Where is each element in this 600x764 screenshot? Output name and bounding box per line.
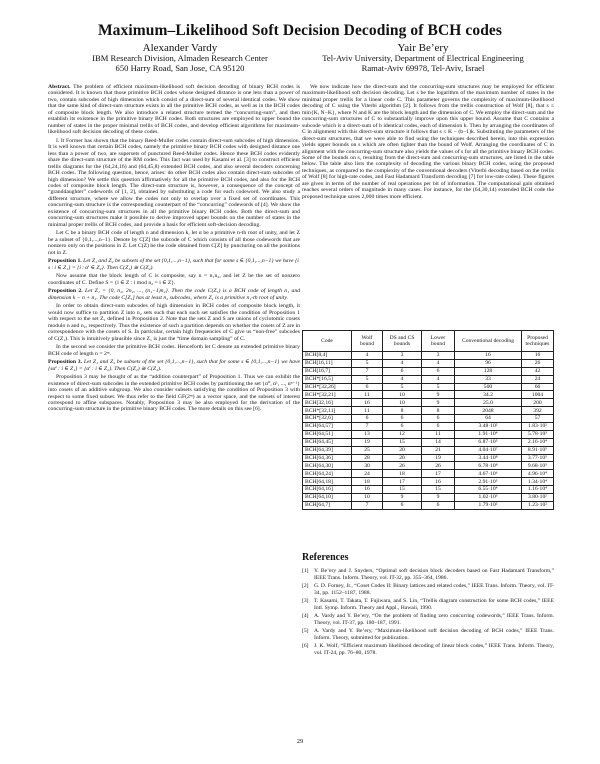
- table-cell: 5.78·10³: [522, 430, 554, 438]
- author-name: Alexander Vardy: [142, 42, 218, 54]
- table-cell: 9: [422, 391, 455, 399]
- table-cell: 18: [352, 478, 383, 486]
- author-left: [60, 44, 300, 73]
- table-cell: 1.02·10³: [455, 494, 522, 502]
- references-list: [302, 568, 554, 658]
- table-cell: 128: [455, 367, 522, 375]
- table-cell: BCH[64,39]: [303, 446, 352, 454]
- table-row: [303, 375, 554, 383]
- table-cell: 2.91·10⁵: [455, 478, 522, 486]
- table-cell: 6: [383, 501, 422, 509]
- reference-number: [5]: [302, 628, 309, 634]
- table-cell: 8.91·10⁵: [522, 446, 554, 454]
- table-cell: 17: [422, 470, 455, 478]
- table-cell: 96: [455, 359, 522, 367]
- table-body: [303, 352, 554, 510]
- col-header-ds-cs: DS and CS bounds: [383, 331, 422, 352]
- left-column: [48, 84, 300, 415]
- table-cell: 6.55·10⁴: [455, 486, 522, 494]
- reference-text: J. K. Wolf, “Efficient maximum likelihood decoding of linear block codes,” IEEE Trans. Inform. Theory, vol. IT-24, pp. 76–80, 1978.: [314, 643, 554, 656]
- table-cell: BCH*[32,6]: [303, 415, 352, 423]
- paper-title: Maximum–Likelihood Soft Decision Decoding of BCH codes: [97, 22, 503, 39]
- table-cell: 15: [422, 486, 455, 494]
- table-cell: 19: [422, 454, 455, 462]
- table-cell: 4.96·10⁴: [522, 470, 554, 478]
- table-row: [303, 454, 554, 462]
- table-row: [303, 462, 554, 470]
- table-cell: 25.0: [455, 399, 522, 407]
- proposition-text: Let Z₁ and Z₂ be subsets of the set {0,1,...,n−1}, such that for some s ∈ {0,1,...,n−1} we have {i s : i ∈ Z₁} = {i : αⁱ ∈ Z₂}. Then C(Z₁) ≅ C(Z₂).: [48, 258, 300, 271]
- table-cell: 6: [422, 423, 455, 431]
- table-cell: 7: [352, 367, 383, 375]
- table-cell: 1.91·10⁴: [455, 430, 522, 438]
- table-cell: 3: [383, 352, 422, 360]
- proposition-text: Let Z₁ = {0, n₂, 2n₂, ..., (n₁−1)n₂}. Then the code C(Z₁) is a BCH code of length n₁ and dimension k − n + n₁. The code C[Z₁] has at least n₂ subcodes, where Z₁ is a primitive n₁-th root of unity.: [48, 288, 301, 301]
- reference-item: [302, 568, 554, 581]
- reference-item: [302, 628, 554, 641]
- table-cell: 6: [422, 367, 455, 375]
- table-cell: 3.80·10²: [522, 494, 554, 502]
- complexity-table: [302, 330, 554, 510]
- col-header-wolf: Wolf bound: [352, 331, 383, 352]
- reference-number: [6]: [302, 643, 309, 649]
- reference-item: [302, 583, 554, 596]
- abstract: [48, 84, 300, 136]
- table-cell: 2.16·10⁴: [522, 438, 554, 446]
- table-cell: 7: [352, 423, 383, 431]
- table-cell: BCH[64,24]: [303, 470, 352, 478]
- table-cell: BCH*[32,26]: [303, 383, 352, 391]
- author-affiliation: Tel-Aviv University, Department of Electrical Engineering: [322, 53, 524, 64]
- proposition-label: Proposition 1.: [48, 258, 82, 265]
- reference-number: [4]: [302, 613, 309, 619]
- author-address: Ramat-Aviv 69978, Tel-Aviv, Israel: [361, 62, 485, 73]
- table-cell: 6: [422, 501, 455, 509]
- table-cell: 10: [383, 399, 422, 407]
- table-cell: BCH[16,7]: [303, 367, 352, 375]
- table-cell: 4: [422, 359, 455, 367]
- table-cell: 16: [352, 486, 383, 494]
- table-cell: 26: [522, 359, 554, 367]
- table-row: [303, 391, 554, 399]
- paragraph: In order to obtain direct-sum subcodes of high dimension in BCH codes of composite block length, it would now suffice to partition Z into n₂ sets such that each such set satisfies the condition of Proposition 1 with respect to the set Z₁ defined in Proposition 2. Note that the sets Z and S are unions of cyclotomic cosets modulo n and n₂, respectively. Thus the existence of such a partition depends on whether the cosets of Z are in correspondence with the cosets of S. In particular, certain high frequencies of C give us “non-free” subcodes of C(Z₁). This is intuitively plausible since Z₁ is just the “time domain sampling” of C.: [48, 303, 300, 342]
- table-cell: 30: [352, 462, 383, 470]
- table-cell: BCH[64,45]: [303, 438, 352, 446]
- table-cell: 5: [352, 375, 383, 383]
- table-cell: 12: [383, 430, 422, 438]
- paragraph: We now indicate how the direct-sum and the concurring-sum structures may be employed for efficient maximum-likelihood soft decision decoding. Let s be the logarithm of the maximum number of states in the minimal proper trellis for a linear code C. This parameter governs the complexity of maximum-likelihood decoding of C using the Viterbi algorithm [2]. It follows from the trellis construction of Wolf [8], that s ≤ min{K, N−K}, where N and K are the block length and the dimension of C. We employ the direct-sum and the concurring-sum structures of C to substantially improve upon this upper bound. Assume that C contains a subcode which is a direct-sum of b identical codes, each of dimension k. Then by arranging the coordinates of C in alignment with this direct-sum structure it follows that s ≤ K − (b−1)k. Substituting the parameters of the direct-sum structures, that we were able to find using the techniques described herein, into this expression yields upper bounds on s which are often tighter than the bound of Wolf. Arranging the coordinates of C in alignment with the concurring-sum structure also yields the values of s for all the primitive binary BCH codes. Some of the bounds on s, resulting from the direct-sum and concurring-sum structures, are listed in the table below. The table also lists the complexity of decoding the various binary BCH codes, using the proposed techniques, as compared to the complexity of the conventional decoders (Viterbi decoding based on the trellis of Wolf [8] for high-rate codes, and Fast Hadamard Transform decoding [7] for low-rate codes). These figures are given in terms of the number of real operations per bit of information. The computational gain obtained reaches several orders of magnitude in many cases. For instance, for the (64,30,14) extended BCH code the proposed technique saves 2,000 times more efficient.: [302, 84, 554, 200]
- table-cell: 500: [455, 383, 522, 391]
- table-row: [303, 415, 554, 423]
- table-row: [303, 407, 554, 415]
- table-cell: 9: [422, 399, 455, 407]
- table-cell: 3.77·10⁵: [522, 454, 554, 462]
- reference-text: G. D. Forney, Jr., “Coset Codes II: Binary lattices and related codes,” IEEE Trans. Inform. Theory, vol. IT-34, pp. 1152–1187, 1988.: [314, 583, 554, 596]
- table-cell: 4: [383, 359, 422, 367]
- proposition-2: [48, 288, 300, 301]
- table-cell: 9.68·10⁵: [522, 462, 554, 470]
- table-cell: 10: [383, 391, 422, 399]
- table-cell: 28: [352, 454, 383, 462]
- abstract-label: Abstract.: [48, 84, 71, 90]
- table-cell: 15: [383, 438, 422, 446]
- table-cell: 16: [352, 399, 383, 407]
- table-cell: 6: [383, 423, 422, 431]
- reference-text: Y. Be’ery and J. Snyders, “Optimal soft decision block decoders based on Fast Hadamard Transform,” IEEE Trans. Inform. Theory, vol. IT-32, pp. 355–364, 1986.: [314, 568, 554, 581]
- table-cell: 15: [383, 486, 422, 494]
- reference-item: [302, 598, 554, 611]
- table-cell: 4: [383, 375, 422, 383]
- table-cell: 26: [422, 462, 455, 470]
- table-cell: BCH[8,4]: [303, 352, 352, 360]
- table-cell: 5: [352, 359, 383, 367]
- table-cell: 6.78·10⁸: [455, 462, 522, 470]
- col-header-proposed: Proposed techniques: [522, 331, 554, 352]
- author-right: [303, 44, 543, 73]
- table-cell: 20: [383, 446, 422, 454]
- right-column: [302, 84, 554, 202]
- reference-number: [2]: [302, 583, 309, 589]
- col-header-conventional: Conventional decoding: [455, 331, 522, 352]
- paragraph: Now assume that the block length of C is composite, say n = n₁n₂, and let Z be the set of nonzero coordinates of C. Define S = {i ∈ Z : i mod n₂ = i ∈ Z}.: [48, 273, 300, 286]
- table-cell: 9: [383, 494, 422, 502]
- table-cell: BCH[64,30]: [303, 462, 352, 470]
- table-cell: BCH[64,16]: [303, 486, 352, 494]
- table-cell: 3.44·10⁸: [455, 454, 522, 462]
- table-cell: 24: [522, 375, 554, 383]
- reference-text: A. Vardy and Y. Be’ery, “Maximum-likelihood soft decision decoding of BCH codes,” IEEE Trans. Inform. Theory, submitted for publication.: [314, 628, 554, 641]
- table-cell: 11: [352, 407, 383, 415]
- references-heading: References: [302, 552, 349, 563]
- table-cell: 6: [383, 415, 422, 423]
- table-cell: 19: [352, 438, 383, 446]
- table-cell: 21: [422, 446, 455, 454]
- paragraph: Let C be a binary BCH code of length n and dimension k, let α be a primitive n-th root of unity, and let Z be a subset of {0,1,...,n−1}. Denote by C[Z] the subcode of C which consists of all those codewords that are nonzero only on the positions in Z. Let C(Z) be the code obtained from C[Z] by puncturing on all the positions not in Z.: [48, 230, 300, 256]
- proposition-1: [48, 258, 300, 271]
- table-cell: 1.34·10⁴: [522, 478, 554, 486]
- reference-number: [1]: [302, 568, 309, 574]
- table-cell: BCH[64,7]: [303, 501, 352, 509]
- table-cell: 8: [422, 407, 455, 415]
- page-number: 29: [296, 738, 304, 745]
- table-cell: 13: [352, 430, 383, 438]
- table-row: [303, 423, 554, 431]
- paragraph: I. It Former has shown that the binary Reed-Muller codes contain direct-sum subcodes of high dimension. It is well known that certain BCH codes, namely the primitive binary BCH codes with designed distance one less than a power of two, are supersets of punctured Reed-Muller codes. Hence these BCH codes evidently share the direct-sum structure of the RM codes. This fact was used by Kasami et al. [3] to construct efficient trellis diagrams for the (64,24,16) and (64,45,8) extended BCH codes, and also several decoders concerning BCH codes. The following question, hence, arises: do other BCH codes also contain direct-sum subcodes of high dimension? We settle this question affirmatively for all the primitive BCH codes, and also for the BCH codes of composite block length. The direct-sum structure is, however, a consequence of the concept of “granddaughter” codewords of [1, 2], obtained by substituting a code for each codeword. We also study a different structure, where we allow the codes not only to overlap over a fixed set of coordinates. This concurring-sum structure is the corresponding counterpart of the “concurring” codewords of [4]. We show the existence of concurring-sum structures in all the primitive binary BCH codes. Both the direct-sum and concurring-sum structures make it possible to derive improved upper bounds on the number of states in the minimal proper trellis of BCH codes, and provide a basis for efficient soft-decision decoding.: [48, 137, 300, 228]
- table-cell: 1.23·10²: [522, 501, 554, 509]
- table-row: [303, 478, 554, 486]
- table-cell: 8: [383, 407, 422, 415]
- table-cell: 1.79·10²: [455, 501, 522, 509]
- table-cell: 17: [383, 478, 422, 486]
- table-cell: BCH[64,51]: [303, 430, 352, 438]
- table-cell: 6: [383, 367, 422, 375]
- proposition-label: Proposition 2.: [48, 288, 83, 295]
- table-cell: 2048: [455, 407, 522, 415]
- table-row: [303, 359, 554, 367]
- table-row: [303, 352, 554, 360]
- table-cell: BCH[64,10]: [303, 494, 352, 502]
- table-cell: 10: [352, 494, 383, 502]
- table-cell: 18: [383, 470, 422, 478]
- table-cell: 9: [422, 494, 455, 502]
- table-cell: 64: [455, 415, 522, 423]
- col-header-code: Code: [303, 331, 352, 352]
- table-cell: 11: [422, 430, 455, 438]
- table-cell: BCH[32,16]: [303, 399, 352, 407]
- table-row: [303, 470, 554, 478]
- table-cell: 42: [522, 367, 554, 375]
- table-cell: 6: [422, 415, 455, 423]
- table-cell: 392: [522, 407, 554, 415]
- table-cell: 6.87·10⁵: [455, 438, 522, 446]
- table-cell: BCH[64,18]: [303, 478, 352, 486]
- table-cell: 1.83·10²: [522, 423, 554, 431]
- col-header-lower: Lower bound: [422, 331, 455, 352]
- table-cell: 200: [522, 399, 554, 407]
- table-cell: 6: [352, 415, 383, 423]
- table-cell: BCH[64,57]: [303, 423, 352, 431]
- table-cell: 3.48·10²: [455, 423, 522, 431]
- table-cell: 16: [455, 352, 522, 360]
- table-row: [303, 446, 554, 454]
- table-cell: 24: [352, 470, 383, 478]
- table-cell: BCH[16,11]: [303, 359, 352, 367]
- author-affiliation: IBM Research Division, Almaden Research Center: [92, 53, 268, 64]
- table-cell: 4: [352, 352, 383, 360]
- reference-item: [302, 613, 554, 626]
- reference-text: A. Vardy and Y. Be’ery, “On the problem of finding zero concurring codewords,” IEEE Trans. Inform. Theory, vol. IT-37, pp. 180–187, 1991.: [314, 613, 554, 626]
- table-cell: 34.2: [455, 391, 522, 399]
- reference-text: T. Kasami, T. Takata, T. Fujiwara, and S. Lin, “Trellis diagram construction for some BCH codes,” IEEE Intl. Symp. Inform. Theory and Appl., Hawaii, 1990.: [314, 598, 554, 611]
- table-row: [303, 494, 554, 502]
- abstract-text: The problem of efficient maximum-likelihood soft decision decoding of binary BCH codes is considered. It is known that those primitive BCH codes whose designed distance is one less than a power of two, contain subcodes of high dimension which consist of a direct-sum of several identical codes. We show that the same kind of direct-sum structure exists in all the primitive BCH codes, as well as in the BCH codes of composite block length. We also introduce a related structure termed the “concurring-sum”, and then establish its existence in the primitive binary BCH codes. Both structures are employed to upper bound the number of states in the proper minimal trellis of BCH codes, and develop efficient algorithms for maximum-likelihood soft decision decoding of these codes.: [48, 84, 301, 136]
- table-cell: 5: [422, 383, 455, 391]
- table-row: [303, 383, 554, 391]
- table-row: [303, 399, 554, 407]
- proposition-text: Let Z₁ and Z₂ be subsets of the set {0,1,...,n−1}, such that for some s ∈ {0,1,...,n−1} we have {sαⁱ : i ∈ Z₁} = {αⁱ : i ∈ Z₂}. Then C(Z₁) ≅ C(Z₂).: [48, 359, 301, 372]
- table-cell: 4.67·10⁶: [455, 470, 522, 478]
- table-row: [303, 501, 554, 509]
- table-cell: BCH*[32,11]: [303, 407, 352, 415]
- table-cell: 66: [522, 383, 554, 391]
- table-cell: 57: [522, 415, 554, 423]
- table-cell: 7: [352, 501, 383, 509]
- table-cell: BCH*[16,5]: [303, 375, 352, 383]
- author-name: Yair Be’ery: [397, 42, 449, 54]
- table-cell: 26: [383, 462, 422, 470]
- reference-number: [3]: [302, 598, 309, 604]
- table-row: [303, 438, 554, 446]
- table-cell: 6: [352, 383, 383, 391]
- table-cell: 16: [522, 352, 554, 360]
- table-cell: 20: [383, 454, 422, 462]
- table-cell: 5: [383, 383, 422, 391]
- table-cell: 4: [422, 375, 455, 383]
- table-cell: 16: [422, 478, 455, 486]
- table-header-row: [303, 331, 554, 352]
- table-row: [303, 367, 554, 375]
- table-cell: 1004: [522, 391, 554, 399]
- paragraph: Proposition 3 may be thought of as the “addition counterpart” of Proposition 1. Thus we can exhibit the existence of direct-sum subcodes in the extended primitive BCH codes by partitioning the set {α⁰, α¹, ..., αⁿ⁻¹} into cosets of an additive subgroup. We also consider subsets satisfying the condition of Proposition 3 with respect to some fixed subset. We thus refer to the field GF(2ᵐ) as a vector space, and the subsets of interest correspond to affine subspaces. Notably, Proposition 3 may be also employed for the derivation of the concurring-sum structure in the primitive binary BCH codes. The more details on this see [6].: [48, 374, 300, 413]
- proposition-label: Proposition 3.: [48, 359, 83, 366]
- author-address: 650 Harry Road, San Jose, CA 95120: [115, 62, 245, 73]
- reference-item: [302, 643, 554, 656]
- table-cell: BCH*[32,21]: [303, 391, 352, 399]
- table-row: [303, 486, 554, 494]
- proposition-3: [48, 359, 300, 372]
- table-cell: 25: [352, 446, 383, 454]
- table-cell: 3: [422, 352, 455, 360]
- table-cell: BCH[64,36]: [303, 454, 352, 462]
- paragraph: In the second we consider the primitive BCH codes. Henceforth let C denote an extended primitive binary BCH code of length n = 2ᵐ.: [48, 344, 300, 357]
- table-row: [303, 430, 554, 438]
- table-cell: 33: [455, 375, 522, 383]
- table-cell: 1.16·10⁴: [522, 486, 554, 494]
- table-cell: 4.04·10⁷: [455, 446, 522, 454]
- table-cell: 11: [352, 391, 383, 399]
- table-cell: 14: [422, 438, 455, 446]
